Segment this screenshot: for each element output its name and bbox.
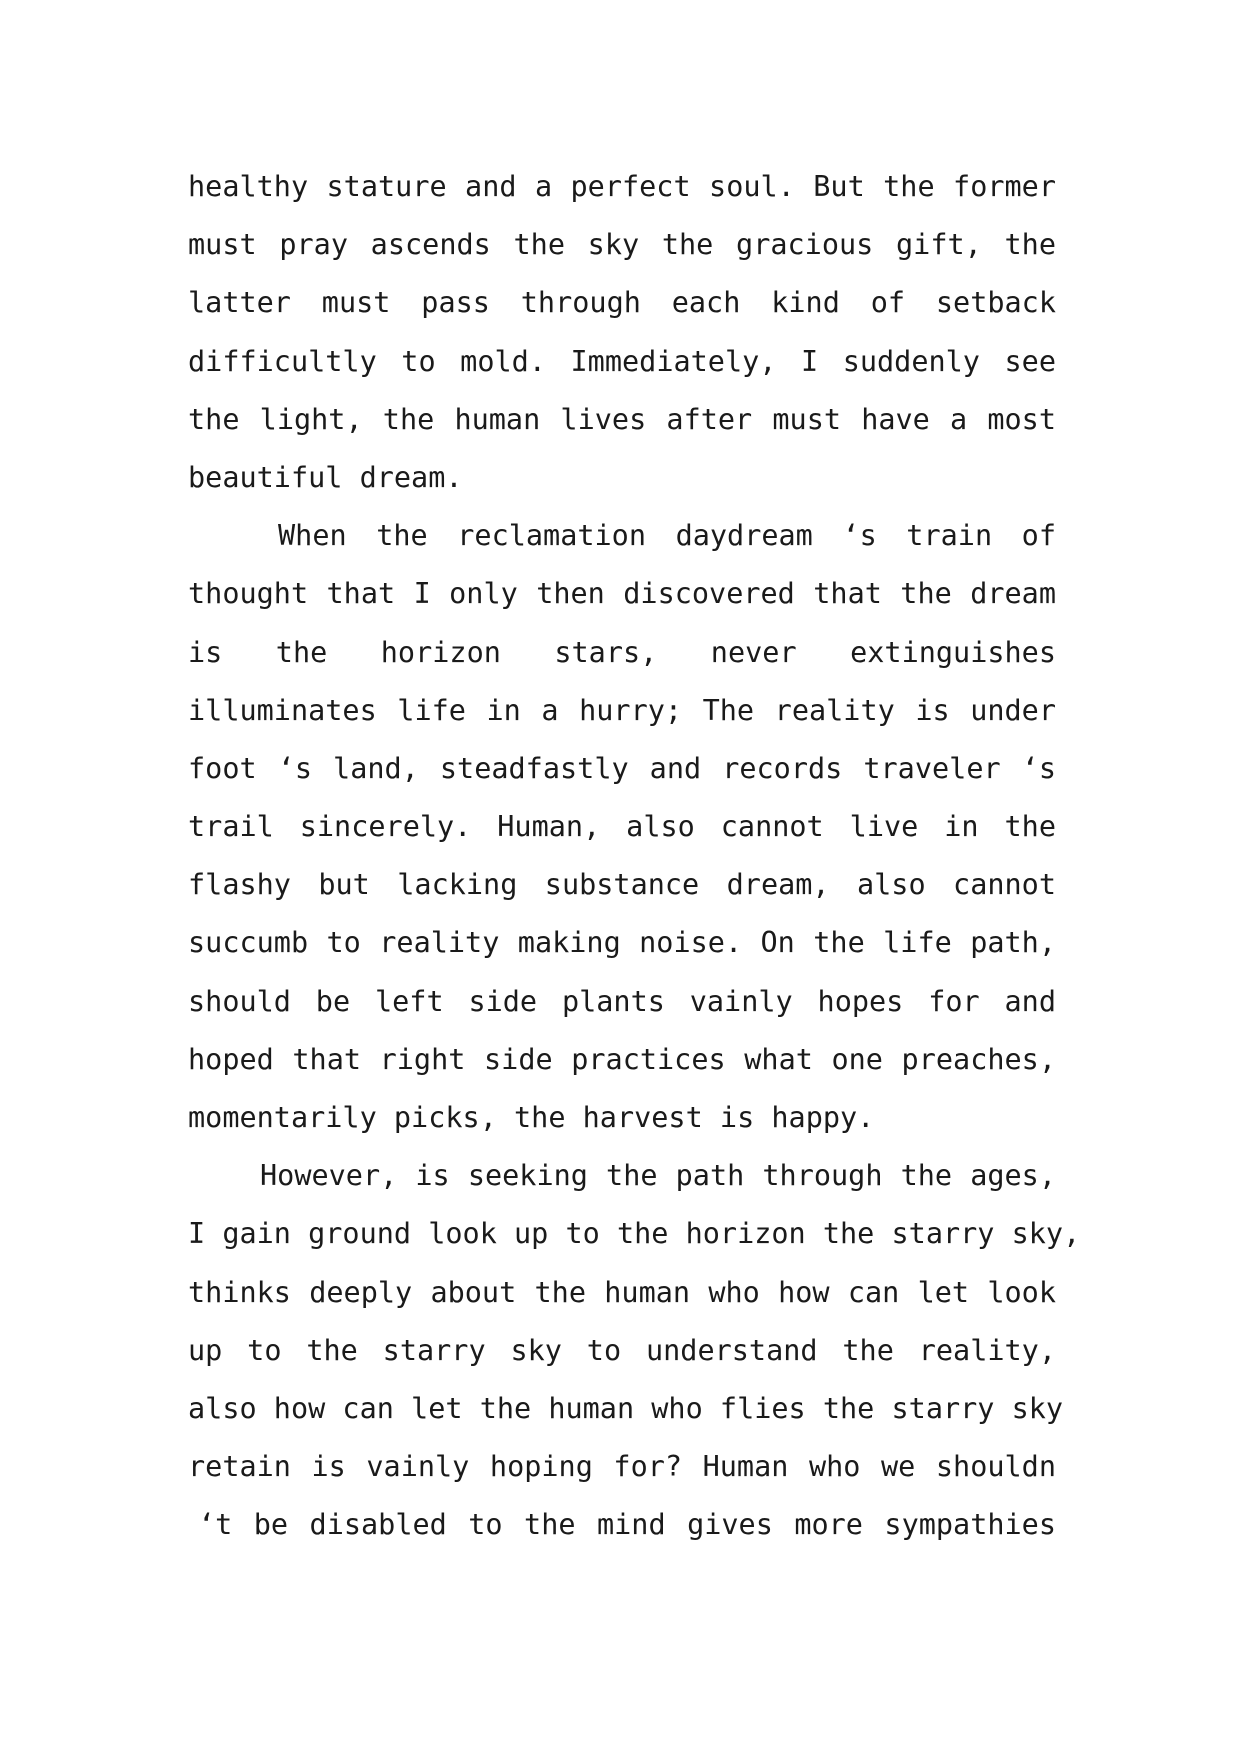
text-line: healthy stature and a perfect soul. But the former	[188, 170, 1056, 203]
text-line: beautiful dream.	[188, 460, 463, 494]
text-line: I gain ground look up to the horizon the starry sky,	[188, 1217, 1081, 1251]
body-text	[188, 158, 1081, 1555]
text-line: should be left side plants vainly hopes for and	[188, 984, 1056, 1018]
text-line: must pray ascends the sky the gracious gift, the	[188, 228, 1056, 262]
text-line: thinks deeply about the human who how can let look	[188, 1275, 1056, 1309]
text-line: succumb to reality making noise. On the life path,	[188, 926, 1056, 960]
text-line: up to the starry sky to understand the reality,	[188, 1333, 1056, 1367]
text-line: illuminates life in a hurry; The reality is under	[188, 693, 1056, 727]
text-line: flashy but lacking substance dream, also cannot	[188, 868, 1056, 902]
text-line: also how can let the human who flies the starry sky	[188, 1391, 1064, 1425]
text-line: retain is vainly hoping for? Human who we shouldn	[188, 1450, 1056, 1484]
text-line: ‘t be disabled to the mind gives more sympathies	[198, 1508, 1056, 1542]
text-line: difficultly to mold. Immediately, I suddenly see	[188, 344, 1056, 378]
paragraph-start-line: When the reclamation daydream ‘s train of	[278, 519, 1056, 553]
text-line: foot ‘s land, steadfastly and records traveler ‘s	[188, 751, 1056, 785]
text-line: latter must pass through each kind of setback	[188, 286, 1056, 320]
paragraph-start-line: However, is seeking the path through the ages,	[260, 1159, 1056, 1193]
text-line: is the horizon stars, never extinguishes	[188, 635, 1056, 669]
text-line: thought that I only then discovered that the dream	[188, 577, 1056, 611]
text-line: trail sincerely. Human, also cannot live in the	[188, 810, 1056, 844]
text-line: the light, the human lives after must have a most	[188, 402, 1056, 436]
text-line: hoped that right side practices what one preaches,	[188, 1042, 1056, 1076]
text-line: momentarily picks, the harvest is happy.	[188, 1101, 875, 1134]
